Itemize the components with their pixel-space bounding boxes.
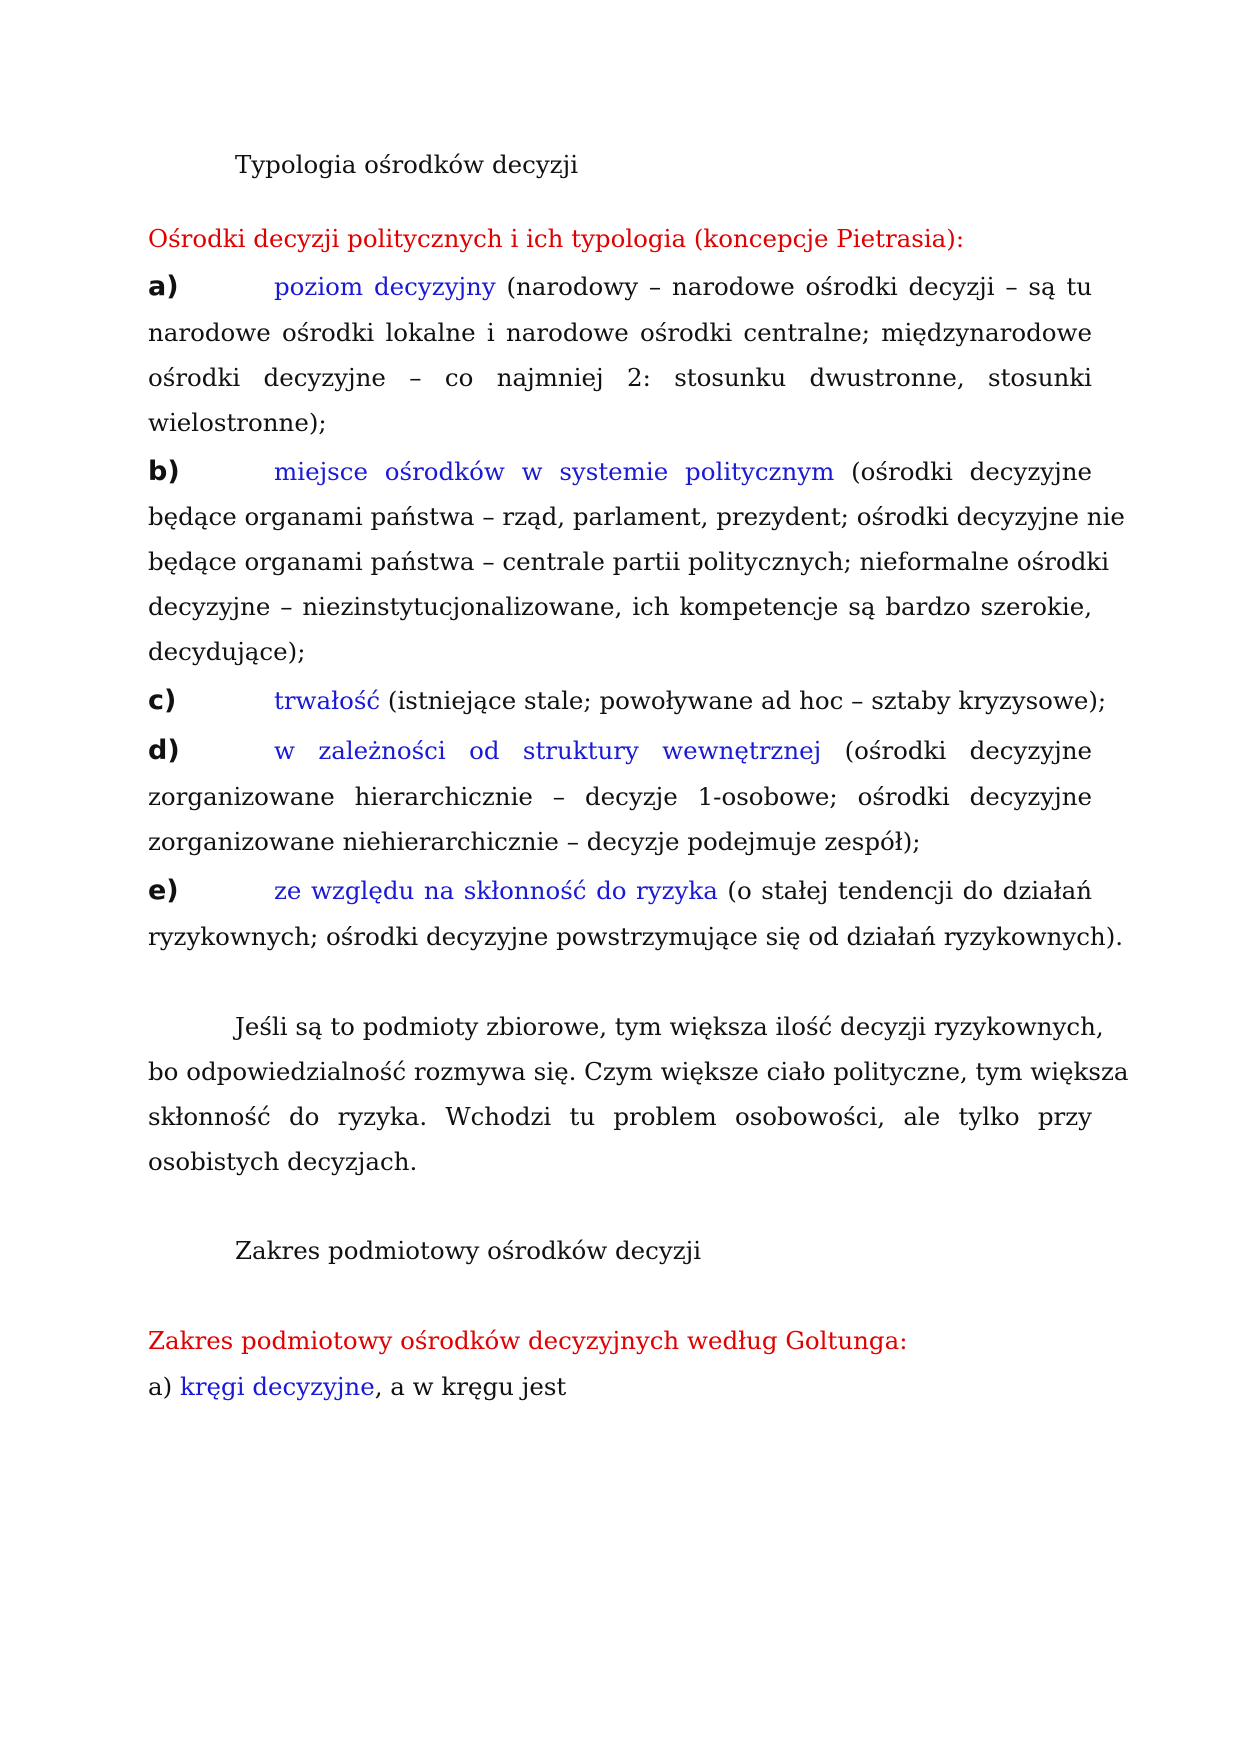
item-marker: c) — [148, 685, 177, 716]
item-d-line-1: d) w zależności od struktury wewnętrznej (ośrodki decyzyjne — [148, 735, 1092, 766]
item-a-line-2: narodowe ośrodki lokalne i narodowe ośrodki centralne; międzynarodowe — [148, 318, 1092, 347]
item-b-line-3: będące organami państwa – centrale partii politycznych; nieformalne ośrodki — [148, 547, 1110, 576]
item-term: kręgi decyzyjne — [179, 1372, 375, 1401]
section-title-scope: Zakres podmiotowy ośrodków decyzji — [235, 1236, 702, 1265]
item-marker: d) — [148, 735, 180, 766]
item-term: poziom decyzyjny — [274, 272, 496, 301]
heading-decision-centers: Ośrodki decyzji politycznych i ich typologia (koncepcje Pietrasia): — [148, 224, 965, 253]
item-e-line-2: ryzykownych; ośrodki decyzyjne powstrzymujące się od działań ryzykownych). — [148, 922, 1124, 951]
section-title-typology: Typologia ośrodków decyzji — [235, 150, 579, 179]
item-a-line-1: a) poziom decyzyjny (narodowy – narodowe ośrodki decyzji – są tu — [148, 271, 1092, 302]
scope-item-a: a) kręgi decyzyjne, a w kręgu jest — [148, 1372, 567, 1401]
item-term: miejsce ośrodków w systemie politycznym — [274, 457, 835, 486]
item-e-line-1: e) ze względu na skłonność do ryzyka (o stałej tendencji do działań — [148, 875, 1092, 906]
item-marker: a) — [148, 271, 179, 302]
item-a-line-4: wielostronne); — [148, 408, 327, 437]
item-d-line-3: zorganizowane niehierarchicznie – decyzje podejmuje zespół); — [148, 827, 921, 856]
item-b-line-1: b) miejsce ośrodków w systemie politycznym (ośrodki decyzyjne — [148, 456, 1092, 487]
item-term: trwałość — [274, 686, 381, 715]
paragraph-line-2: bo odpowiedzialność rozmywa się. Czym większe ciało polityczne, tym większa — [148, 1057, 1129, 1086]
item-marker: a) — [148, 1372, 173, 1401]
paragraph-line-3: skłonność do ryzyka. Wchodzi tu problem osobowości, ale tylko przy — [148, 1102, 1092, 1131]
item-term: ze względu na skłonność do ryzyka — [274, 876, 718, 905]
item-d-line-2: zorganizowane hierarchicznie – decyzje 1-osobowe; ośrodki decyzyjne — [148, 782, 1092, 811]
heading-scope-goltung: Zakres podmiotowy ośrodków decyzyjnych według Goltunga: — [148, 1326, 908, 1355]
item-c-line-1: c) trwałość (istniejące stale; powoływane ad hoc – sztaby kryzysowe); — [148, 685, 1107, 716]
paragraph-line-4: osobistych decyzjach. — [148, 1147, 418, 1176]
item-marker: b) — [148, 456, 180, 487]
item-a-line-3: ośrodki decyzyjne – co najmniej 2: stosunku dwustronne, stosunki — [148, 363, 1092, 392]
paragraph-line-1: Jeśli są to podmioty zbiorowe, tym większa ilość decyzji ryzykownych, — [235, 1012, 1104, 1041]
item-marker: e) — [148, 875, 179, 906]
item-b-line-5: decydujące); — [148, 637, 306, 666]
item-b-line-2: będące organami państwa – rząd, parlament, prezydent; ośrodki decyzyjne nie — [148, 502, 1125, 531]
item-term: w zależności od struktury wewnętrznej — [274, 736, 822, 765]
item-b-line-4: decyzyjne – niezinstytucjonalizowane, ich kompetencje są bardzo szerokie, — [148, 592, 1092, 621]
